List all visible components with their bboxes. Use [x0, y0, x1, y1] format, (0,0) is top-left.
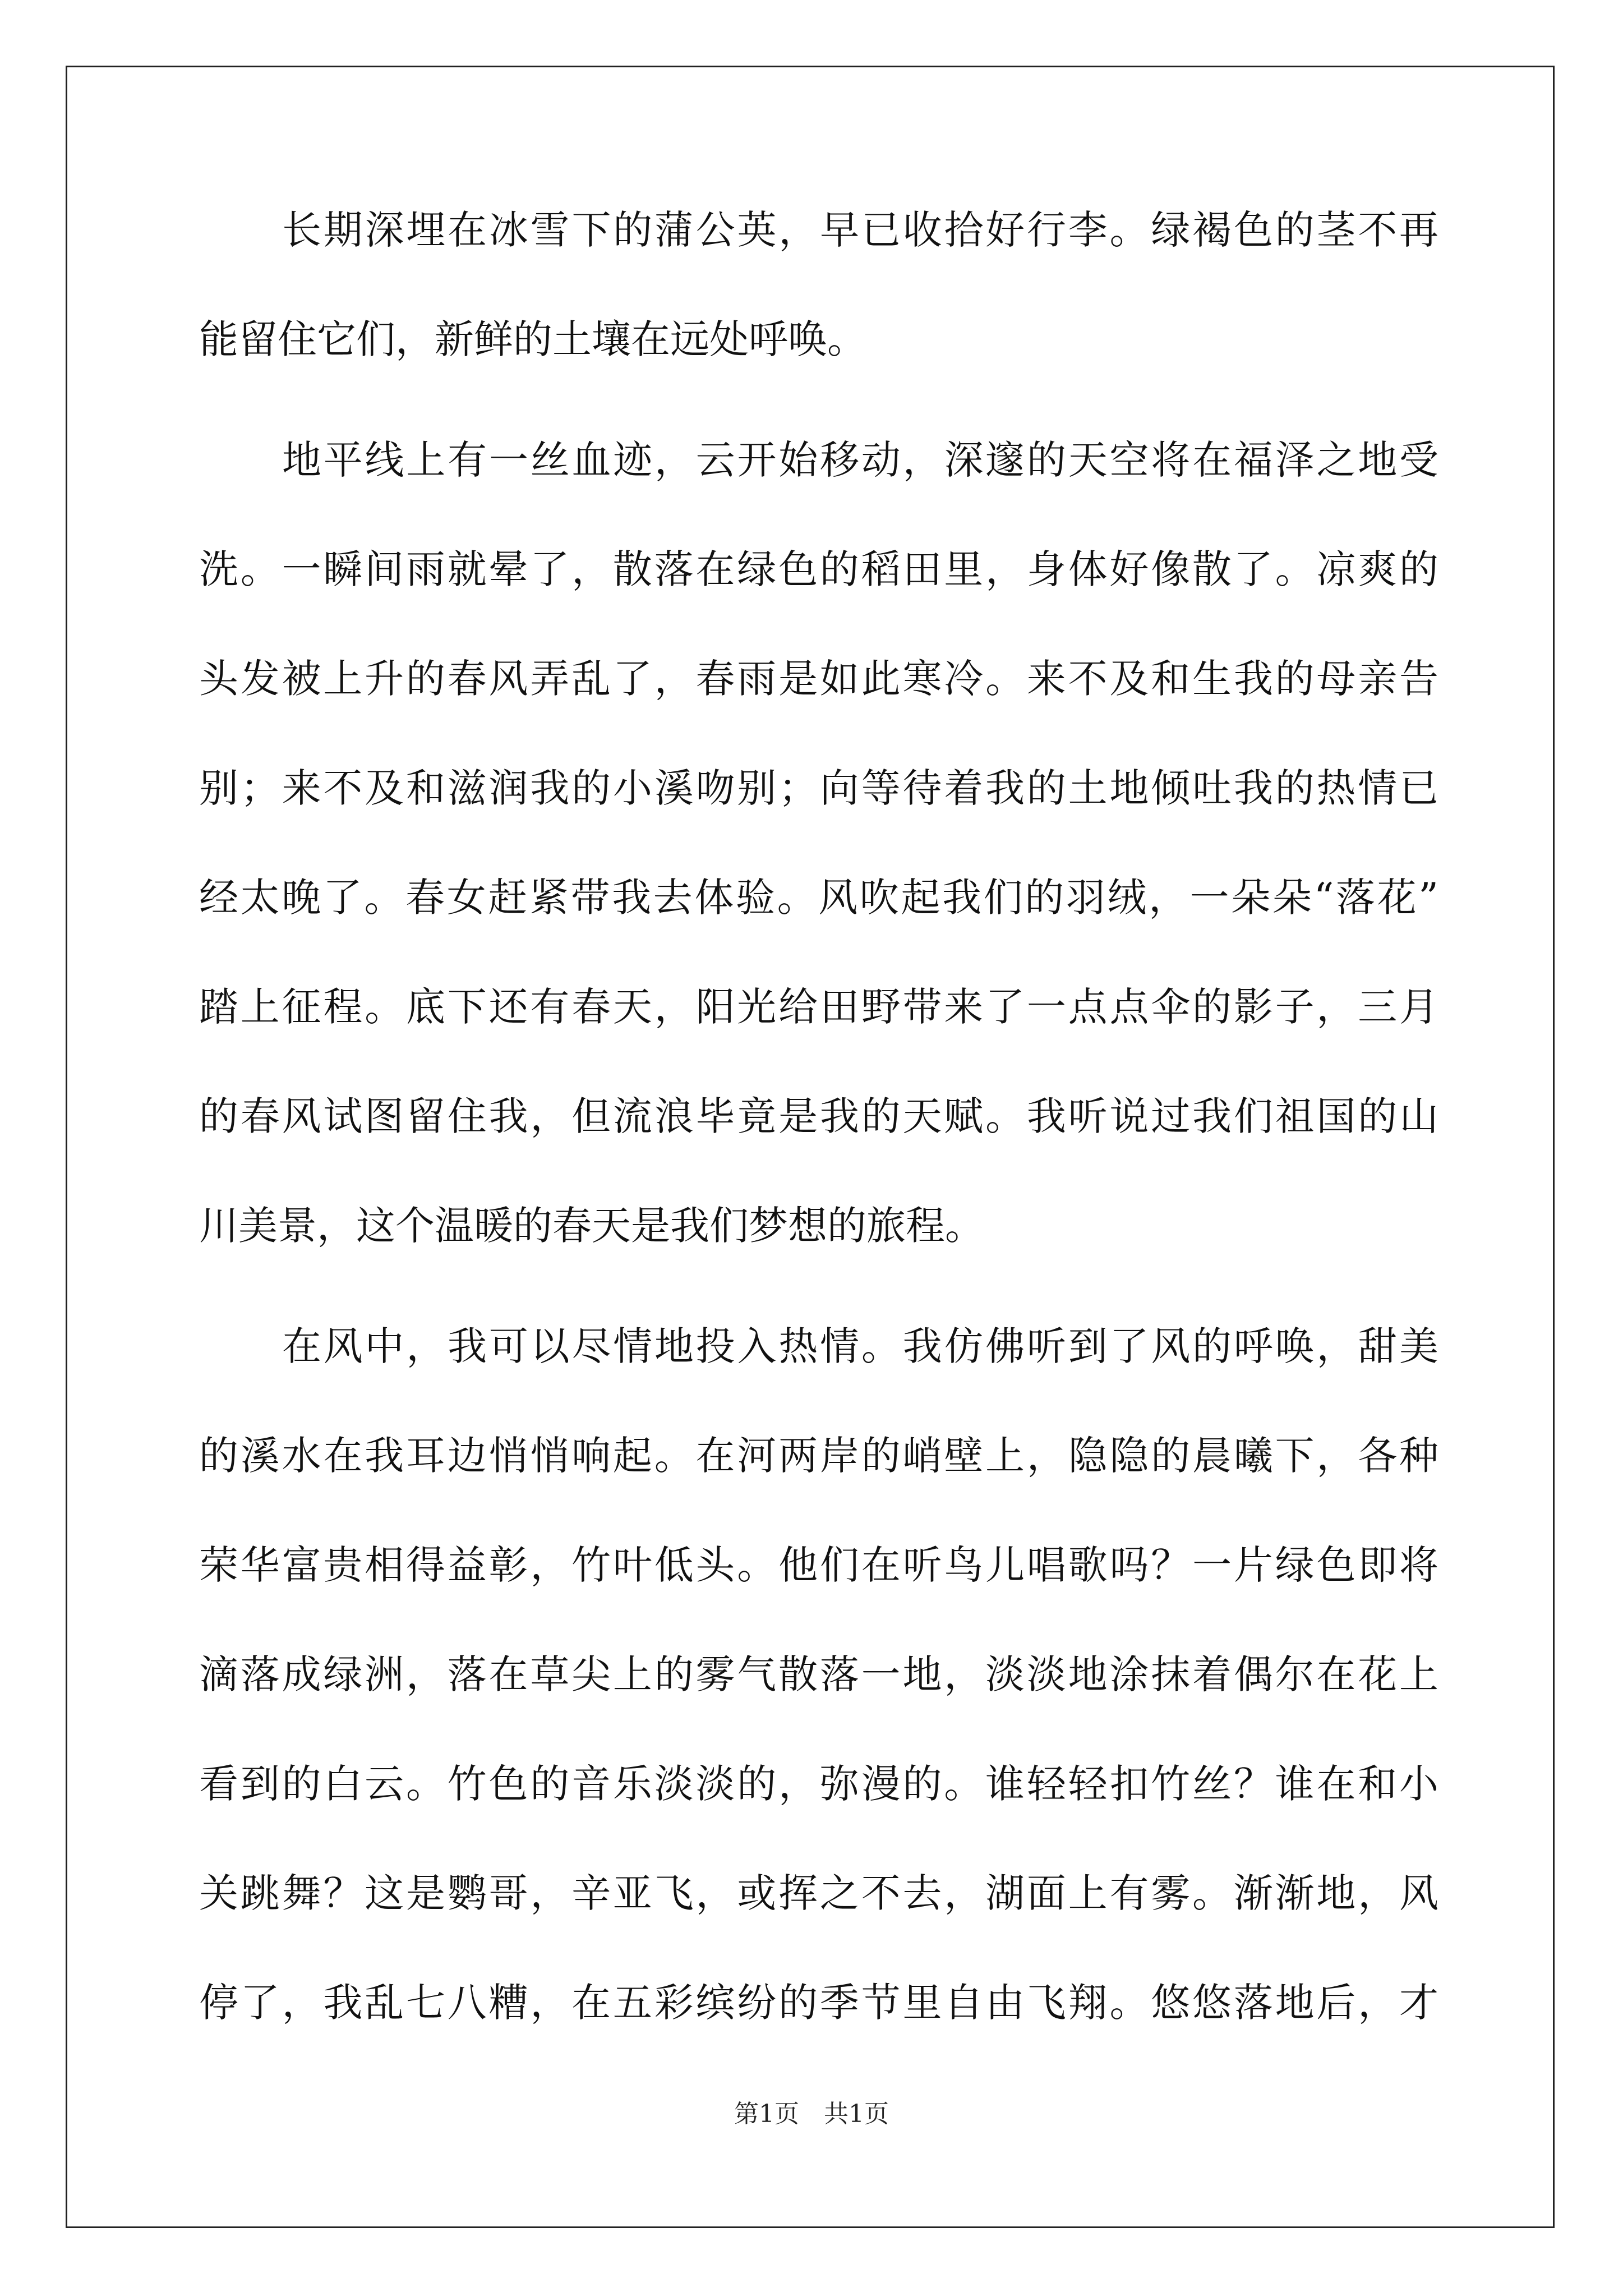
paragraph-1: [199, 202, 1438, 421]
text-line: 的溪水在我耳边悄悄响起。在河两岸的峭壁上，隐隐的晨曦下，各种: [199, 1433, 1438, 1479]
text-line: 长期深埋在冰雪下的蒲公英，早已收拾好行李。绿褐色的茎不再: [282, 207, 1438, 253]
text-line: 能留住它们，新鲜的土壤在远处呼唤。: [199, 316, 866, 362]
text-line: 别；来不及和滋润我的小溪吻别；向等待着我的土地倾吐我的热情已: [199, 765, 1438, 811]
text-line: 洗。一瞬间雨就晕了，散落在绿色的稻田里，身体好像散了。凉爽的: [199, 546, 1438, 592]
text-line: 经太晚了。春女赶紧带我去体验。风吹起我们的羽绒，一朵朵“落花”: [199, 875, 1438, 921]
text-line: 踏上征程。底下还有春天，阳光给田野带来了一点点伞的影子，三月: [199, 984, 1438, 1030]
paragraph-2: [199, 432, 1438, 1307]
paragraph-3: [199, 1318, 1438, 2084]
text-line: 地平线上有一丝血迹，云开始移动，深邃的天空将在福泽之地受: [282, 437, 1438, 483]
text-line: 的春风试图留住我，但流浪毕竟是我的天赋。我听说过我们祖国的山: [199, 1093, 1438, 1139]
page-number-footer: 第1页 共1页: [734, 2100, 889, 2128]
document-body: [199, 202, 1438, 2084]
text-line: 关跳舞？这是鹦哥，辛亚飞，或挥之不去，湖面上有雾。渐渐地，风: [199, 1870, 1438, 1916]
text-line: 看到的白云。竹色的音乐淡淡的，弥漫的。谁轻轻扣竹丝？谁在和小: [199, 1761, 1438, 1807]
text-line: 滴落成绿洲，落在草尖上的雾气散落一地，淡淡地涂抹着偶尔在花上: [199, 1651, 1438, 1697]
text-line: 头发被上升的春风弄乱了，春雨是如此寒冷。来不及和生我的母亲告: [199, 656, 1438, 702]
text-line: 川美景，这个温暖的春天是我们梦想的旅程。: [199, 1203, 984, 1249]
text-line: 在风中，我可以尽情地投入热情。我仿佛听到了风的呼唤，甜美: [282, 1323, 1438, 1369]
text-line: 荣华富贵相得益彰，竹叶低头。他们在听鸟儿唱歌吗？一片绿色即将: [199, 1542, 1438, 1588]
text-line: 停了，我乱七八糟，在五彩缤纷的季节里自由飞翔。悠悠落地后，才: [199, 1980, 1438, 2026]
